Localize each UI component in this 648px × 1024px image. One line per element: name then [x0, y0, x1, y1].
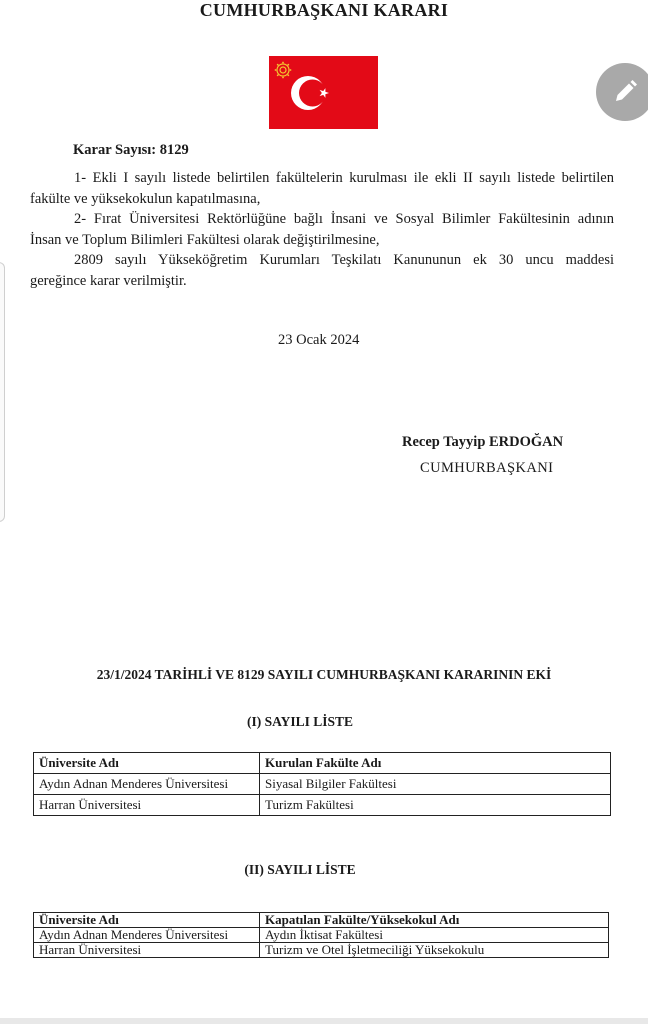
table-cell: Aydın İktisat Fakültesi	[260, 928, 609, 943]
edit-button[interactable]	[596, 63, 648, 121]
table-row	[34, 943, 609, 958]
table-cell: Harran Üniversitesi	[34, 943, 260, 958]
paragraph-line: 2809 sayılı Yükseköğretim Kurumları Teşkilatı Kanununun ek 30 uncu maddesi	[74, 252, 614, 268]
decision-paragraph-3	[30, 250, 614, 291]
paragraph-line: İnsan ve Toplum Bilimleri Fakültesi olarak değiştirilmesine,	[30, 231, 380, 248]
header-cell: Üniversite Adı	[34, 753, 260, 774]
paragraph-line: gereğince karar verilmiştir.	[30, 272, 187, 289]
table-row	[34, 928, 609, 943]
list-2-title: (II) SAYILI LİSTE	[244, 862, 356, 877]
decision-paragraph-1	[30, 168, 614, 209]
table-cell: Turizm Fakültesi	[260, 795, 611, 816]
paragraph-line: 1- Ekli I sayılı listede belirtilen fakültelerin kurulması ile ekli II sayılı listede belirtilen	[74, 170, 614, 186]
table-cell: Aydın Adnan Menderes Üniversitesi	[34, 774, 260, 795]
annex-title: 23/1/2024 TARİHLİ VE 8129 SAYILI CUMHURBAŞKANI KARARININ EKİ	[96, 667, 552, 682]
list-2-table	[33, 912, 609, 958]
pencil-icon	[611, 78, 639, 106]
table-row	[34, 774, 611, 795]
paragraph-line: fakülte ve yüksekokulun kapatılmasına,	[30, 190, 261, 207]
table-cell: Siyasal Bilgiler Fakültesi	[260, 774, 611, 795]
table-header-row	[34, 913, 609, 928]
header-cell: Kapatılan Fakülte/Yüksekokul Adı	[260, 913, 609, 928]
decision-date: 23 Ocak 2024	[278, 332, 360, 348]
paragraph-line: 2- Fırat Üniversitesi Rektörlüğüne bağlı İnsani ve Sosyal Bilimler Fakültesinin adının	[74, 211, 614, 227]
side-panel-handle[interactable]	[0, 262, 5, 522]
table-cell: Aydın Adnan Menderes Üniversitesi	[34, 928, 260, 943]
decision-number: Karar Sayısı: 8129	[73, 142, 189, 158]
header-cell: Üniversite Adı	[34, 913, 260, 928]
turkish-flag-icon	[269, 56, 378, 129]
table-row	[34, 795, 611, 816]
table-cell: Turizm ve Otel İşletmeciliği Yüksekokulu	[260, 943, 609, 958]
bottom-edge	[0, 1018, 648, 1024]
table-cell: Harran Üniversitesi	[34, 795, 260, 816]
list-1-table	[33, 752, 611, 816]
list-1-title: (I) SAYILI LİSTE	[246, 714, 354, 729]
signer-title: CUMHURBAŞKANI	[420, 460, 554, 476]
signer-name: Recep Tayyip ERDOĞAN	[402, 434, 564, 450]
document-title: CUMHURBAŞKANI KARARI	[199, 0, 449, 20]
decision-paragraph-2	[30, 209, 614, 250]
header-cell: Kurulan Fakülte Adı	[260, 753, 611, 774]
table-header-row	[34, 753, 611, 774]
